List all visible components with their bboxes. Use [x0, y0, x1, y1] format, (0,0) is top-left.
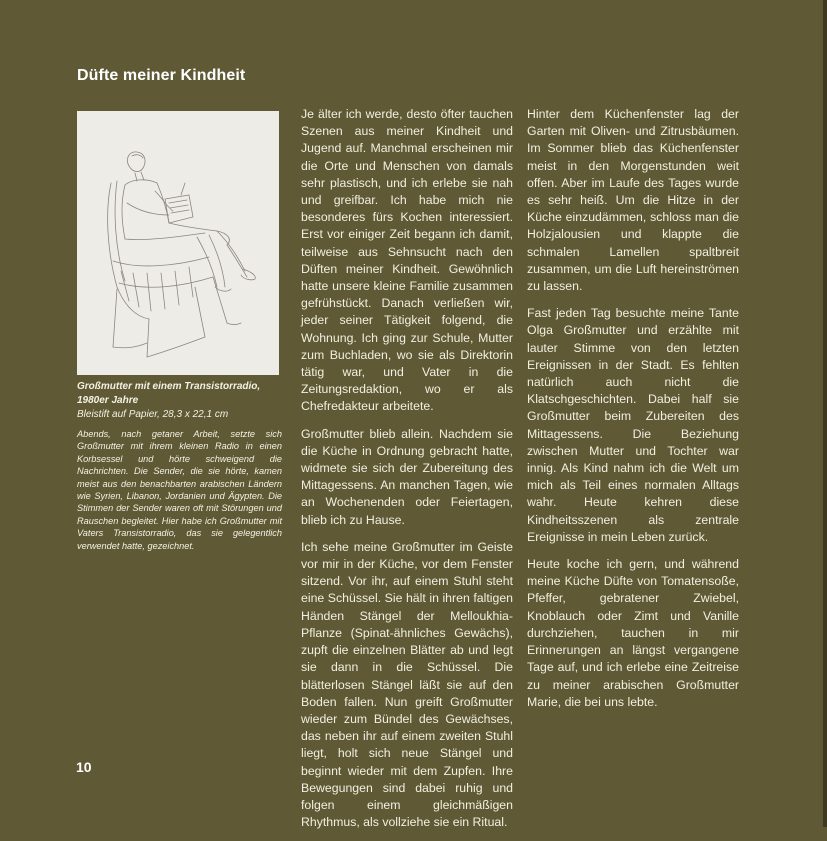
caption-meta: Bleistift auf Papier, 28,3 x 22,1 cm [77, 409, 229, 420]
sketch-illustration [77, 111, 279, 375]
paragraph: Je älter ich werde, desto öfter tauchen Szenen aus meiner Kindheit und Jugend auf. Manchmal erscheinen mir die Orte und Menschen von damals sehr plastisch, und ich erlebe sie nah und greifbar. Ich habe mich nie besonderes fürs Kochen interessiert. Erst vor einiger Zeit begann ich damit, teilweise aus Sehnsucht nach den Düften meiner Kindheit. Gewöhnlich hatte unsere kleine Familie zusammen gefrühstückt. Danach verließen wir, jeder seiner Tätigkeit folgend, die Wohnung. Ich ging zur Schule, Mutter zum Buchladen, wo sie als Direktorin tätig war, und Vater in die Zeitungsredaktion, wo er als Chefredakteur arbeitete. [301, 107, 513, 414]
caption-description: Abends, nach getaner Arbeit, setzte sich Großmutter mit ihrem kleinen Radio in einen Korbsessel und hörte schweigend die Nachrichten. Die Sender, die sie hörte, kamen meist aus den benachbarten arabischen Ländern wie Syrien, Libanon, Jordanien und Ägypten. Die Stimmen der Sender waren oft mit Störungen und Rauschen begleitet. Hier habe ich Großmutter mit Vaters Transistorradio, das sie gelegentlich verwendet hatte, gezeichnet. [77, 429, 282, 551]
paragraph: Hinter dem Küchenfenster lag der Garten mit Oliven- und Zitrusbäumen. Im Sommer blieb das Küchenfenster meist in den Morgenstunden weit offen. Aber im Laufe des Tages wurde es sehr heiß. Um die Hitze in der Küche einzudämmen, schloss man die Holzjalousien und klappte die schmalen Lamellen spaltbreit zusammen, um die Luft hereinströmen zu lassen. [527, 107, 739, 294]
paragraph: Heute koche ich gern, und während meine Küche Düfte von Tomatensoße, Pfeffer, gebratener Zwiebel, Knoblauch oder Zimt und Vanille durchziehen, tauchen in mir Erinnerungen an längst vergangene Tage auf, und ich erlebe eine Zeitreise zu meiner arabischen Großmutter Marie, die bei uns lebte. [527, 557, 739, 709]
page-edge [823, 0, 827, 827]
text-column-2 [527, 106, 739, 721]
paragraph: Ich sehe meine Großmutter im Geiste vor mir in der Küche, vor dem Fenster sitzend. Vor ihr, auf einem Stuhl steht eine Schüssel. Sie hält in ihren faltigen Händen Stängel der Melloukhia-Pflanze (Spinat-ähnliches Gewächs), zupft die einzelnen Blätter ab und legt sie dann in die Schüssel. Die blätterlosen Stängel läßt sie auf den Boden fallen. Nun greift Großmutter wieder zum Bündel des Gewächses, das neben ihr auf einem zweiten Stuhl liegt, holt sich neue Stängel und beginnt wieder mit dem Zupfen. Ihre Bewegungen sind dabei ruhig und folgen einem gleichmäßigen Rhythmus, als vollziehe sie ein Ritual. [301, 539, 513, 830]
grandmother-sketch [77, 111, 279, 375]
page-number: 10 [76, 759, 92, 775]
figure-caption [77, 380, 282, 552]
paragraph: Fast jeden Tag besuchte meine Tante Olga Großmutter und erzählte mit lauter Stimme von den letzten Ereignissen in der Stadt. Es fehlten natürlich auch nicht die Klatschgeschichten. Dabei half sie Großmutter beim Zubereiten des Mittagessens. Die Beziehung zwischen Mutter und Tochter war innig. Als Kind nahm ich die Welt um mich als Teil eines normalen Alltags wahr. Heute kehren diese Kindheitsszenen als zentrale Ereignisse in mein Leben zurück. [527, 306, 739, 544]
caption-title: Großmutter mit einem Transistorradio, 1980er Jahre [77, 381, 261, 406]
page-title: Düfte meiner Kindheit [77, 66, 246, 84]
paragraph: Großmutter blieb allein. Nachdem sie die Küche in Ordnung gebracht hatte, widmete sie sich der Zubereitung des Mittagessens. An manchen Tagen, wie an Wochenenden oder Feiertagen, blieb ich zu Hause. [301, 426, 513, 527]
text-column-1 [301, 106, 513, 841]
